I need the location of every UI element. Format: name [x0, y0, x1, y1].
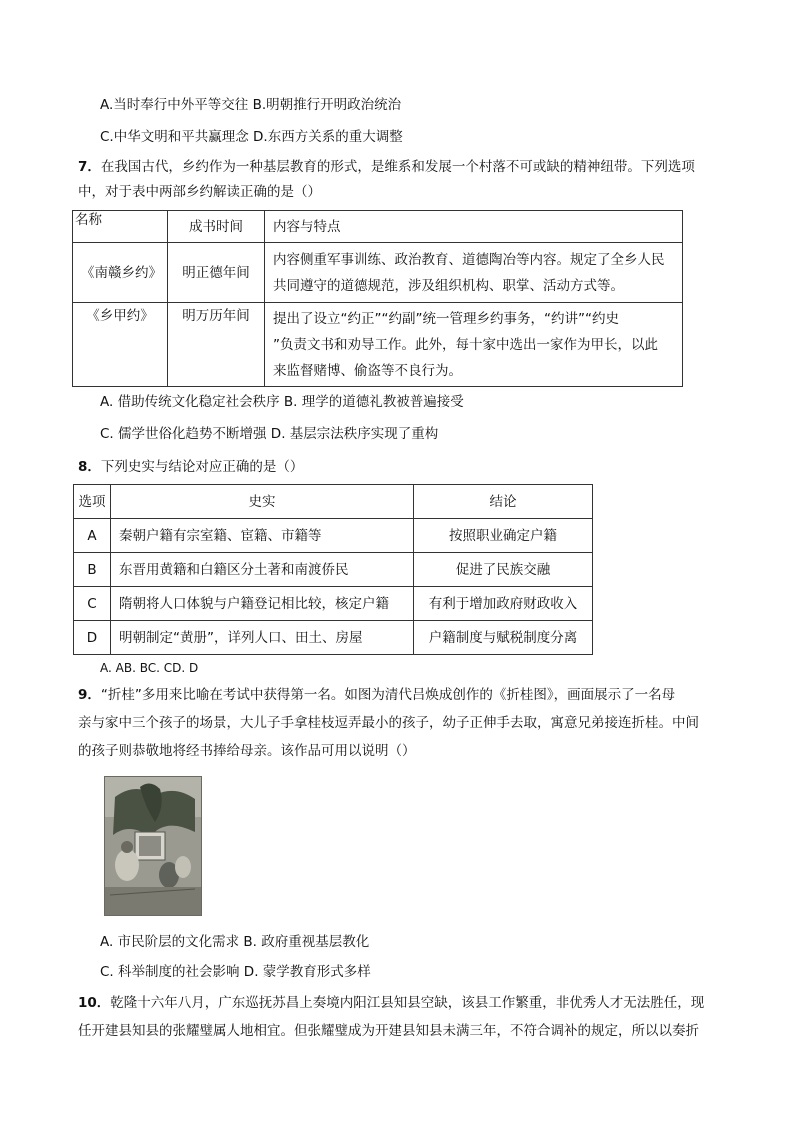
q8-row-d-conclusion: 户籍制度与赋税制度分离 [414, 621, 593, 655]
q9-stem-line1: 9．“折桂”多用来比喻在考试中获得第一名。如图为清代吕焕成创作的《折桂图》，画面展示了一名母 [78, 687, 676, 703]
q8-row-b-fact: 东晋用黄籍和白籍区分土著和南渡侨民 [111, 553, 414, 587]
q7-row1-content: 内容侧重军事训练、政治教育、道德陶冶等内容。规定了全乡人民 共同遵守的道德规范，涉及组织机构、职掌、活动方式等。 [265, 243, 683, 303]
q8-row-b-option: B [74, 553, 111, 587]
q7-header-name: 名称 [73, 211, 168, 243]
q9-stem-line3: 的孩子则恭敬地将经书捧给母亲。该作品可用以说明（） [78, 743, 416, 759]
q7-header-content: 内容与特点 [265, 211, 683, 243]
q7-row1-time: 明正德年间 [168, 243, 265, 303]
q8-header-option: 选项 [74, 485, 111, 519]
q7-options-cd: C. 儒学世俗化趋势不断增强 D. 基层宗法秩序实现了重构 [100, 426, 439, 442]
q8-header-conclusion: 结论 [414, 485, 593, 519]
zhegui-painting-image [104, 776, 202, 916]
q8-row-d-fact: 明朝制定“黄册”，详列人口、田土、房屋 [111, 621, 414, 655]
q8-header-fact: 史实 [111, 485, 414, 519]
q8-row-d-option: D [74, 621, 111, 655]
q8-options: A. AB. BC. CD. D [100, 661, 199, 675]
q7-options-ab: A. 借助传统文化稳定社会秩序 B. 理学的道德礼教被普遍接受 [100, 394, 464, 410]
q10-number: 10． [78, 995, 111, 1011]
q7-stem-line2: 中，对于表中两部乡约解读正确的是（） [78, 184, 321, 200]
q8-row-c-conclusion: 有利于增加政府财政收入 [414, 587, 593, 621]
q7-header-time: 成书时间 [168, 211, 265, 243]
q9-options-ab: A. 市民阶层的文化需求 B. 政府重视基层教化 [100, 934, 370, 950]
q8-stem: 8．下列史实与结论对应正确的是（） [78, 459, 304, 475]
q8-number: 8． [78, 459, 101, 475]
q7-stem-line1: 7．在我国古代，乡约作为一种基层教育的形式，是维系和发展一个村落不可或缺的精神纽带。下列选项 [78, 159, 695, 175]
q10-stem-line2: 任开建县知县的张耀璧属人地相宜。但张耀璧成为开建县知县未满三年，不符合调补的规定，所以以奏折 [78, 1023, 699, 1039]
q8-table [73, 484, 593, 655]
q8-row-c-fact: 隋朝将人口体貌与户籍登记相比较，核定户籍 [111, 587, 414, 621]
q10-stem-line1: 10．乾隆十六年八月，广东巡抚苏昌上奏境内阳江县知县空缺，该县工作繁重，非优秀人才无法胜任，现 [78, 995, 705, 1011]
painting-illustration [105, 777, 201, 915]
q8-row-c-option: C [74, 587, 111, 621]
q8-row-a-option: A [74, 519, 111, 553]
q8-row-b-conclusion: 促进了民族交融 [414, 553, 593, 587]
q8-row-a-fact: 秦朝户籍有宗室籍、宦籍、市籍等 [111, 519, 414, 553]
q8-row-a-conclusion: 按照职业确定户籍 [414, 519, 593, 553]
q6-options-cd: C.中华文明和平共赢理念 D.东西方关系的重大调整 [100, 129, 403, 145]
q7-row2-name: 《乡甲约》 [73, 303, 168, 387]
q9-stem-line2: 亲与家中三个孩子的场景，大儿子手拿桂枝逗弄最小的孩子，幼子正伸手去取，寓意兄弟接连折桂。中间 [78, 715, 699, 731]
q7-number: 7． [78, 159, 101, 175]
q6-options-ab: A.当时奉行中外平等交往 B.明朝推行开明政治统治 [100, 97, 402, 113]
q7-table [72, 210, 683, 387]
q9-options-cd: C. 科举制度的社会影响 D. 蒙学教育形式多样 [100, 964, 371, 980]
q7-row1-name: 《南赣乡约》 [73, 243, 168, 303]
q9-number: 9． [78, 687, 101, 703]
q7-row2-time: 明万历年间 [168, 303, 265, 387]
q7-row2-content: 提出了设立“约正”“约副”统一管理乡约事务，“约讲”“约史 ”负责文书和劝导工作。此外，每十家中选出一家作为甲长，以此 来监督赌博、偷盗等不良行为。 [265, 303, 683, 387]
